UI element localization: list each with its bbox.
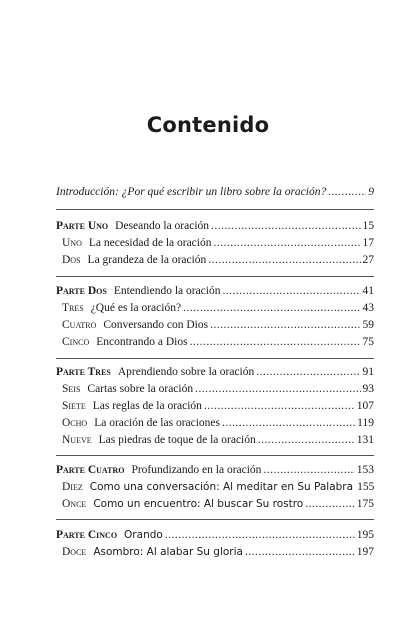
page-number: 75 xyxy=(362,336,374,348)
chapter-label: Dos xyxy=(62,254,81,266)
chapter-title: Conversando con Dios xyxy=(103,319,209,331)
section-divider xyxy=(56,276,374,277)
section-divider xyxy=(56,209,374,210)
part-heading[interactable] xyxy=(56,284,374,298)
page-number: 15 xyxy=(362,220,374,232)
part-title: Orando xyxy=(124,529,163,541)
dot-leader xyxy=(263,463,354,477)
dot-leader xyxy=(213,236,360,250)
page-number: 9 xyxy=(368,186,374,198)
part-label: Parte Cinco xyxy=(56,529,118,541)
chapter-entry[interactable] xyxy=(62,433,374,447)
page-number: 131 xyxy=(356,434,374,446)
chapter-label: Seis xyxy=(62,383,81,395)
dot-leader xyxy=(195,382,360,396)
page-number: 175 xyxy=(356,498,374,510)
page-number: 59 xyxy=(362,319,374,331)
page-number: 41 xyxy=(362,285,374,297)
page-number: 197 xyxy=(356,546,374,558)
part-title: Entendiendo la oración xyxy=(113,285,221,297)
page-number: 195 xyxy=(356,529,374,541)
chapter-entry[interactable] xyxy=(62,236,374,250)
chapter-title: Encontrando a Dios xyxy=(96,336,188,348)
page-number: 155 xyxy=(357,481,375,493)
dot-leader xyxy=(190,335,361,349)
chapter-entry[interactable] xyxy=(62,480,374,494)
chapter-title: La grandeza de la oración xyxy=(87,254,207,266)
chapter-title: La oración de las oraciones xyxy=(94,417,221,429)
chapter-entry[interactable] xyxy=(62,382,374,396)
dot-leader xyxy=(165,528,355,542)
dot-leader xyxy=(210,318,360,332)
page-number: 107 xyxy=(356,400,374,412)
part-title: Deseando la oración xyxy=(115,220,210,232)
part-heading[interactable] xyxy=(56,463,374,477)
chapter-entry[interactable] xyxy=(62,545,374,559)
part-heading[interactable] xyxy=(56,365,374,379)
part-heading[interactable] xyxy=(56,528,374,542)
dot-leader xyxy=(222,416,355,430)
page-number: 17 xyxy=(362,237,374,249)
section-divider xyxy=(56,519,374,520)
dot-leader xyxy=(245,545,355,559)
chapter-label: Nueve xyxy=(62,434,92,446)
part-title: Profundizando en la oración xyxy=(131,464,262,476)
page-number: 91 xyxy=(362,366,374,378)
page-number: 153 xyxy=(356,464,374,476)
section-divider xyxy=(56,455,374,456)
chapter-title: Como una conversación: Al meditar en Su Palabra xyxy=(89,481,354,493)
part-label: Parte Dos xyxy=(56,285,107,297)
dot-leader xyxy=(222,284,360,298)
dot-leader xyxy=(328,185,366,199)
page-title: Contenido xyxy=(146,113,270,137)
chapter-entry[interactable] xyxy=(62,253,374,267)
dot-leader xyxy=(258,433,355,447)
toc-intro[interactable] xyxy=(56,185,374,199)
dot-leader xyxy=(183,301,360,315)
part-label: Parte Tres xyxy=(56,366,111,378)
chapter-entry[interactable] xyxy=(62,399,374,413)
section-divider xyxy=(56,358,374,359)
part-label: Parte Uno xyxy=(56,220,109,232)
page-number: 27 xyxy=(362,254,374,266)
chapter-label: Siete xyxy=(62,400,86,412)
chapter-title: Las reglas de la oración xyxy=(92,400,202,412)
dot-leader xyxy=(208,253,360,267)
chapter-entry[interactable] xyxy=(62,318,374,332)
dot-leader xyxy=(256,365,360,379)
chapter-title: Asombro: Al alabar Su gloria xyxy=(93,546,243,558)
page-number: 93 xyxy=(362,383,374,395)
part-label: Parte Cuatro xyxy=(56,464,125,476)
chapter-title: ¿Qué es la oración? xyxy=(90,302,182,314)
chapter-label: Cinco xyxy=(62,336,90,348)
chapter-label: Doce xyxy=(62,546,87,558)
dot-leader xyxy=(204,399,355,413)
chapter-label: Uno xyxy=(62,237,82,249)
chapter-label: Once xyxy=(62,498,87,510)
chapter-entry[interactable] xyxy=(62,497,374,511)
chapter-title: Como un encuentro: Al buscar Su rostro xyxy=(93,498,304,510)
page-number: 119 xyxy=(357,417,374,429)
part-heading[interactable] xyxy=(56,219,374,233)
chapter-title: Las piedras de toque de la oración xyxy=(98,434,256,446)
chapter-label: Tres xyxy=(62,302,84,314)
dot-leader xyxy=(305,497,355,511)
chapter-entry[interactable] xyxy=(62,335,374,349)
chapter-entry[interactable] xyxy=(62,301,374,315)
chapter-title: La necesidad de la oración xyxy=(88,237,212,249)
page-number: 43 xyxy=(362,302,374,314)
intro-title: Introducción: ¿Por qué escribir un libro sobre la oración? xyxy=(56,186,327,198)
chapter-entry[interactable] xyxy=(62,416,374,430)
chapter-title: Cartas sobre la oración xyxy=(87,383,194,395)
chapter-label: Diez xyxy=(62,481,83,493)
chapter-label: Cuatro xyxy=(62,319,97,331)
dot-leader xyxy=(211,219,360,233)
part-title: Aprendiendo sobre la oración xyxy=(117,366,255,378)
chapter-label: Ocho xyxy=(62,417,88,429)
